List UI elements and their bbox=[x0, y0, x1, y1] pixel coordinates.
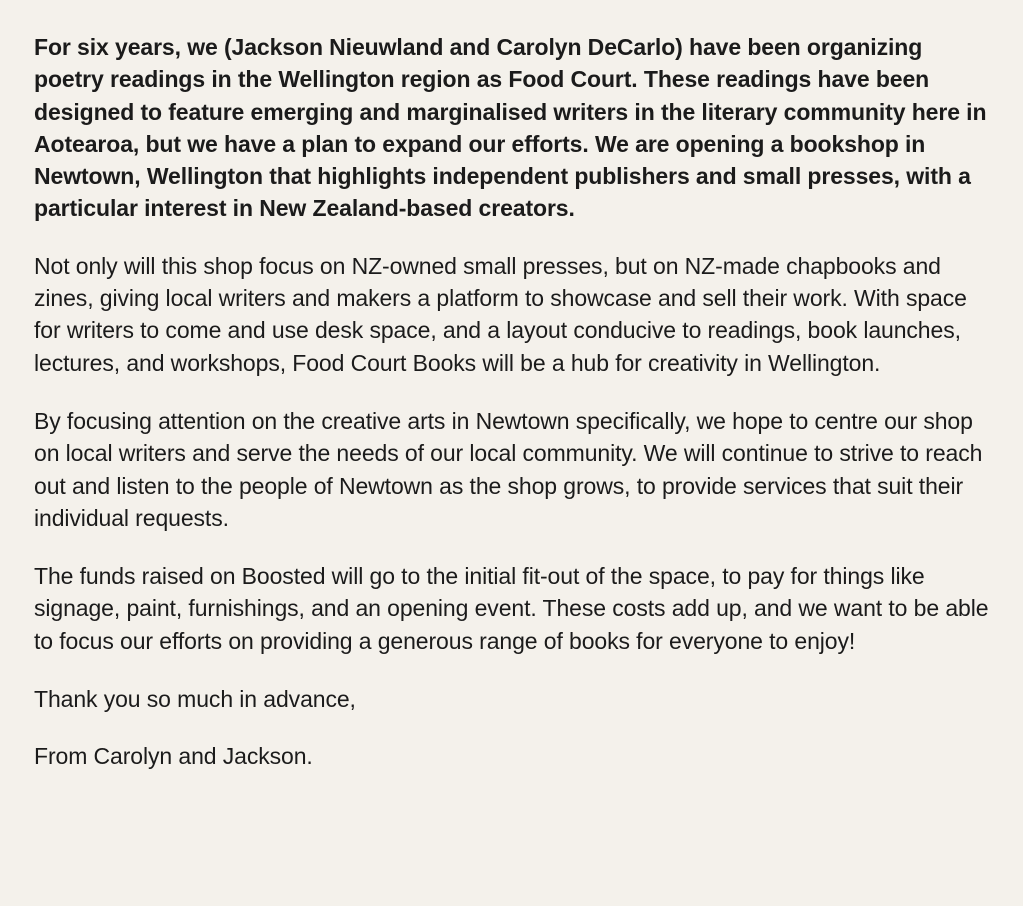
closing-line: Thank you so much in advance, bbox=[34, 686, 356, 713]
signature-line: From Carolyn and Jackson. bbox=[34, 743, 313, 770]
shop-focus-paragraph: Not only will this shop focus on NZ-owned small presses, but on NZ-made chapbooks and zines, giving local writers and makers a platform to showcase and sell their work. With space for writers to come and use desk space, and a layout conducive to readings, book launches, lectures, and workshops, Food Court Books will be a hub for creativity in Wellington. bbox=[34, 252, 967, 376]
funds-paragraph: The funds raised on Boosted will go to the initial fit-out of the space, to pay for things like signage, paint, furnishings, and an opening event. These costs add up, and we want to be able to focus our efforts on providing a generous range of books for everyone to enjoy! bbox=[34, 563, 989, 654]
project-description bbox=[34, 31, 994, 773]
community-paragraph: By focusing attention on the creative arts in Newtown specifically, we hope to centre our shop on local writers and serve the needs of our local community. We will continue to strive to reach out and listen to the people of Newtown as the shop grows, to provide services that suit their individual requests. bbox=[34, 407, 983, 531]
intro-paragraph: For six years, we (Jackson Nieuwland and Carolyn DeCarlo) have been organizing poetry readings in the Wellington region as Food Court. These readings have been designed to feature emerging and marginalised writers in the literary community here in Aotearoa, but we have a plan to expand our efforts. We are opening a bookshop in Newtown, Wellington that highlights independent publishers and small presses, with a particular interest in New Zealand-based creators. bbox=[34, 34, 987, 222]
